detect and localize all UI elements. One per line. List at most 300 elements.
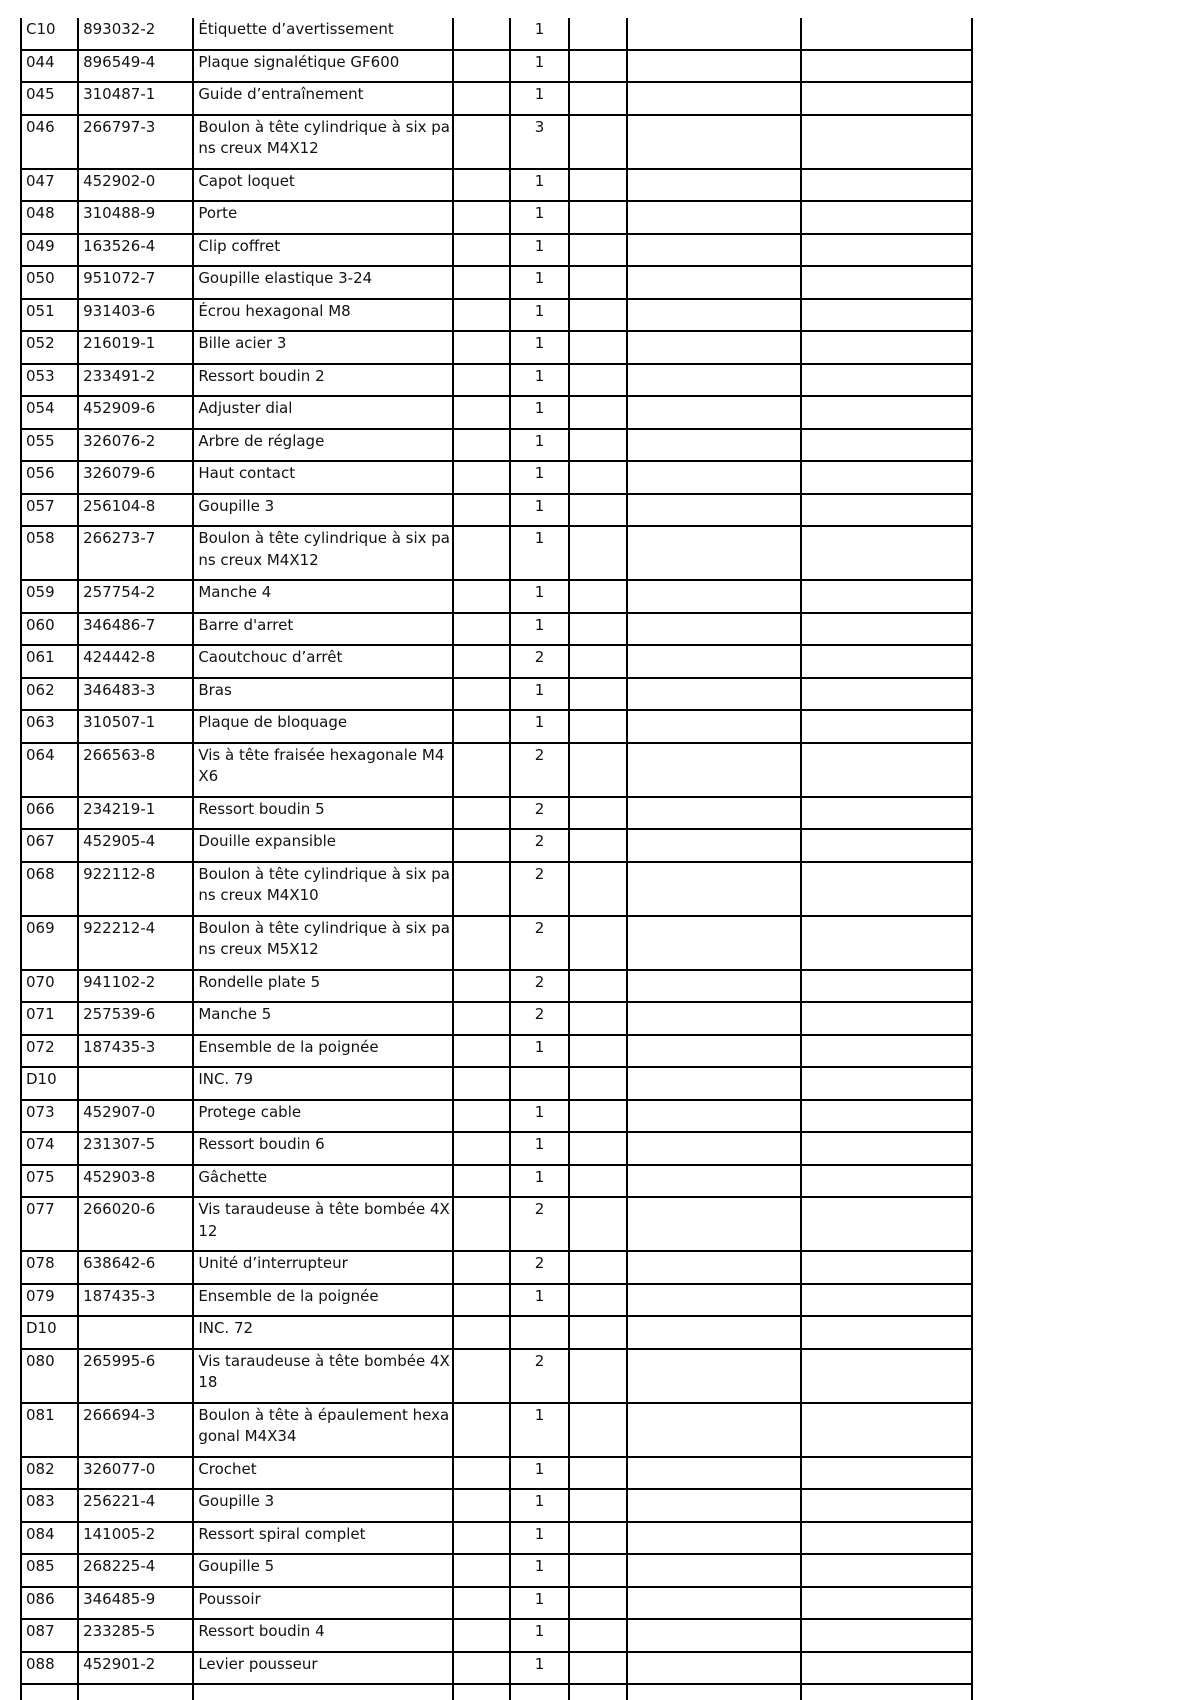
blank-cell xyxy=(569,862,627,916)
table-row xyxy=(21,50,972,83)
blank-cell xyxy=(627,1197,800,1251)
item-number-cell: 078 xyxy=(21,1251,78,1284)
description-cell xyxy=(193,299,453,332)
blank-cell xyxy=(801,201,972,234)
blank-cell xyxy=(569,526,627,580)
quantity-cell: 2 xyxy=(510,970,569,1003)
description-cell xyxy=(193,1316,453,1349)
table-row xyxy=(21,1522,972,1555)
blank-cell xyxy=(453,1684,510,1700)
part-number-cell: 310488-9 xyxy=(78,201,193,234)
part-number-cell: 452901-2 xyxy=(78,1652,193,1685)
description-text: Ensemble de la poignée xyxy=(198,1037,379,1056)
table-row xyxy=(21,234,972,267)
table-row xyxy=(21,710,972,743)
quantity-cell: 1 xyxy=(510,429,569,462)
blank-cell xyxy=(453,1522,510,1555)
blank-cell xyxy=(569,1067,627,1100)
blank-cell xyxy=(569,201,627,234)
table-row xyxy=(21,201,972,234)
description-cell xyxy=(193,1165,453,1198)
blank-cell xyxy=(627,1349,800,1403)
part-number-cell: 216019-1 xyxy=(78,331,193,364)
description-text: Douille expansible xyxy=(198,832,337,850)
blank-cell xyxy=(801,1197,972,1251)
blank-cell xyxy=(627,461,800,494)
item-number-cell: 066 xyxy=(21,797,78,830)
description-cell xyxy=(193,234,453,267)
blank-cell xyxy=(453,797,510,830)
blank-cell xyxy=(627,1619,800,1652)
part-number-cell: 256104-8 xyxy=(78,494,193,527)
blank-cell xyxy=(627,331,800,364)
blank-cell xyxy=(569,396,627,429)
quantity-cell: 2 xyxy=(510,797,569,830)
item-number-cell: 051 xyxy=(21,299,78,332)
blank-cell xyxy=(569,331,627,364)
part-number-cell: 922112-8 xyxy=(78,862,193,916)
blank-cell xyxy=(569,1587,627,1620)
item-number-cell: 081 xyxy=(21,1403,78,1457)
part-number-cell: 266694-3 xyxy=(78,1403,193,1457)
description-text: Manche 4 xyxy=(198,583,272,601)
quantity-cell: 1 xyxy=(510,1457,569,1490)
description-cell xyxy=(193,1349,453,1403)
table-row xyxy=(21,429,972,462)
item-number-cell: 057 xyxy=(21,494,78,527)
description-text: Barre d'arret xyxy=(198,615,294,634)
description-cell xyxy=(193,1457,453,1490)
quantity-cell: 1 xyxy=(510,1403,569,1457)
blank-cell xyxy=(569,1522,627,1555)
description-text: Boulon à tête à épaulement hexagonal M4X34 xyxy=(198,1405,450,1445)
description-text: INC. 79 xyxy=(198,1070,254,1088)
blank-cell xyxy=(801,678,972,711)
quantity-cell: 2 xyxy=(510,1251,569,1284)
blank-cell xyxy=(801,1403,972,1457)
quantity-cell: 1 xyxy=(510,1652,569,1685)
blank-cell xyxy=(801,494,972,527)
description-text: Bille acier 3 xyxy=(198,334,287,352)
blank-cell xyxy=(453,1002,510,1035)
blank-cell xyxy=(453,580,510,613)
blank-cell xyxy=(569,1652,627,1685)
description-text: Ressort boudin 2 xyxy=(198,366,325,385)
table-row xyxy=(21,82,972,115)
quantity-cell: 1 xyxy=(510,461,569,494)
blank-cell xyxy=(569,1349,627,1403)
table-row xyxy=(21,797,972,830)
table-row xyxy=(21,299,972,332)
description-text: Goupille 3 xyxy=(198,1492,275,1510)
blank-cell xyxy=(627,710,800,743)
blank-cell xyxy=(627,829,800,862)
blank-cell xyxy=(569,678,627,711)
item-number-cell: 053 xyxy=(21,364,78,397)
blank-cell xyxy=(453,396,510,429)
blank-cell xyxy=(627,82,800,115)
table-row xyxy=(21,1457,972,1490)
table-row xyxy=(21,1132,972,1165)
table-row xyxy=(21,1489,972,1522)
blank-cell xyxy=(453,82,510,115)
description-cell xyxy=(193,613,453,646)
blank-cell xyxy=(78,1684,193,1700)
table-row xyxy=(21,1652,972,1685)
blank-cell xyxy=(627,266,800,299)
table-row xyxy=(21,1002,972,1035)
quantity-cell: 1 xyxy=(510,234,569,267)
parts-table-body xyxy=(21,18,972,1700)
description-cell xyxy=(193,1489,453,1522)
blank-cell xyxy=(453,201,510,234)
blank-cell xyxy=(627,1100,800,1133)
item-number-cell: 064 xyxy=(21,743,78,797)
item-number-cell: 077 xyxy=(21,1197,78,1251)
blank-cell xyxy=(627,1165,800,1198)
description-cell xyxy=(193,526,453,580)
blank-cell xyxy=(569,1489,627,1522)
description-text: Ensemble de la poignée xyxy=(198,1286,379,1305)
blank-cell xyxy=(453,970,510,1003)
table-row xyxy=(21,645,972,678)
blank-cell xyxy=(627,494,800,527)
table-row xyxy=(21,1403,972,1457)
table-row xyxy=(21,396,972,429)
item-number-cell: 071 xyxy=(21,1002,78,1035)
quantity-cell: 1 xyxy=(510,396,569,429)
part-number-cell: 233491-2 xyxy=(78,364,193,397)
part-number-cell: 326077-0 xyxy=(78,1457,193,1490)
blank-cell xyxy=(801,396,972,429)
blank-cell xyxy=(801,1522,972,1555)
item-number-cell: 060 xyxy=(21,613,78,646)
blank-cell xyxy=(453,1619,510,1652)
blank-cell xyxy=(627,645,800,678)
item-number-cell: 068 xyxy=(21,862,78,916)
blank-cell xyxy=(801,916,972,970)
table-row xyxy=(21,1316,972,1349)
table-row xyxy=(21,613,972,646)
description-cell xyxy=(193,461,453,494)
table-row xyxy=(21,526,972,580)
description-text: Boulon à tête cylindrique à six pans creux M4X12 xyxy=(198,117,451,157)
blank-cell xyxy=(569,1035,627,1068)
quantity-cell: 2 xyxy=(510,743,569,797)
description-text: Boulon à tête cylindrique à six pans creux M4X10 xyxy=(198,864,451,904)
blank-cell xyxy=(453,1100,510,1133)
part-number-cell: 452902-0 xyxy=(78,169,193,202)
quantity-cell: 2 xyxy=(510,1002,569,1035)
description-cell xyxy=(193,169,453,202)
blank-cell xyxy=(453,1132,510,1165)
blank-cell xyxy=(569,710,627,743)
description-cell xyxy=(193,645,453,678)
parts-table xyxy=(20,18,973,1700)
item-number-cell: C10 xyxy=(21,18,78,50)
item-number-cell: 056 xyxy=(21,461,78,494)
blank-cell xyxy=(627,1652,800,1685)
table-row xyxy=(21,1349,972,1403)
description-cell xyxy=(193,429,453,462)
part-number-cell: 257754-2 xyxy=(78,580,193,613)
table-row xyxy=(21,1619,972,1652)
description-text: Clip coffret xyxy=(198,236,281,255)
part-number-cell: 257539-6 xyxy=(78,1002,193,1035)
blank-cell xyxy=(801,1284,972,1317)
blank-cell xyxy=(627,169,800,202)
quantity-cell: 1 xyxy=(510,1522,569,1555)
blank-cell xyxy=(453,299,510,332)
description-text: Protege cable xyxy=(198,1102,302,1121)
part-number-cell: 266273-7 xyxy=(78,526,193,580)
blank-cell xyxy=(627,1132,800,1165)
blank-cell xyxy=(569,115,627,169)
description-text: Levier pousseur xyxy=(198,1654,318,1673)
description-cell xyxy=(193,1522,453,1555)
quantity-cell xyxy=(510,1067,569,1100)
blank-cell xyxy=(801,1587,972,1620)
description-cell xyxy=(193,266,453,299)
blank-cell xyxy=(801,299,972,332)
blank-cell xyxy=(453,1349,510,1403)
table-row xyxy=(21,1197,972,1251)
description-cell xyxy=(193,797,453,830)
item-number-cell: 054 xyxy=(21,396,78,429)
item-number-cell: 070 xyxy=(21,970,78,1003)
blank-cell xyxy=(193,1684,453,1700)
item-number-cell: 055 xyxy=(21,429,78,462)
item-number-cell: 049 xyxy=(21,234,78,267)
part-number-cell: 931403-6 xyxy=(78,299,193,332)
table-row xyxy=(21,18,972,50)
blank-cell xyxy=(801,970,972,1003)
blank-cell xyxy=(569,580,627,613)
item-number-cell: 044 xyxy=(21,50,78,83)
part-number-cell: 452909-6 xyxy=(78,396,193,429)
description-cell xyxy=(193,50,453,83)
blank-cell xyxy=(801,266,972,299)
blank-cell xyxy=(453,1197,510,1251)
quantity-cell: 1 xyxy=(510,364,569,397)
quantity-cell: 1 xyxy=(510,1284,569,1317)
description-text: Bras xyxy=(198,680,232,699)
blank-cell xyxy=(569,970,627,1003)
blank-cell xyxy=(627,201,800,234)
description-cell xyxy=(193,916,453,970)
quantity-cell: 1 xyxy=(510,1587,569,1620)
table-row xyxy=(21,1035,972,1068)
blank-cell xyxy=(801,580,972,613)
description-cell xyxy=(193,710,453,743)
blank-cell xyxy=(453,916,510,970)
blank-cell xyxy=(569,613,627,646)
item-number-cell: 073 xyxy=(21,1100,78,1133)
quantity-cell xyxy=(510,1316,569,1349)
description-text: INC. 72 xyxy=(198,1319,254,1337)
blank-cell xyxy=(627,429,800,462)
blank-cell xyxy=(801,1684,972,1700)
blank-cell xyxy=(453,50,510,83)
description-cell xyxy=(193,580,453,613)
blank-cell xyxy=(453,266,510,299)
blank-cell xyxy=(569,1132,627,1165)
blank-cell xyxy=(627,1251,800,1284)
description-cell xyxy=(193,829,453,862)
parts-list-sheet xyxy=(20,18,973,1700)
table-row xyxy=(21,461,972,494)
item-number-cell: 058 xyxy=(21,526,78,580)
part-number-cell xyxy=(78,1316,193,1349)
part-number-cell: 266563-8 xyxy=(78,743,193,797)
item-number-cell: D10 xyxy=(21,1316,78,1349)
part-number-cell: 452907-0 xyxy=(78,1100,193,1133)
blank-cell xyxy=(453,678,510,711)
item-number-cell: 080 xyxy=(21,1349,78,1403)
description-text: Goupille 5 xyxy=(198,1557,275,1575)
table-row xyxy=(21,1587,972,1620)
part-number-cell: 896549-4 xyxy=(78,50,193,83)
quantity-cell: 1 xyxy=(510,580,569,613)
description-cell xyxy=(193,1619,453,1652)
quantity-cell: 1 xyxy=(510,1554,569,1587)
part-number-cell: 346483-3 xyxy=(78,678,193,711)
description-text: Arbre de réglage xyxy=(198,431,325,450)
blank-cell xyxy=(569,1165,627,1198)
blank-cell xyxy=(453,1316,510,1349)
item-number-cell: 075 xyxy=(21,1165,78,1198)
description-text: Boulon à tête cylindrique à six pans creux M4X12 xyxy=(198,529,451,569)
blank-cell xyxy=(801,645,972,678)
description-cell xyxy=(193,1035,453,1068)
blank-cell xyxy=(801,829,972,862)
quantity-cell: 1 xyxy=(510,526,569,580)
blank-cell xyxy=(627,526,800,580)
blank-cell xyxy=(801,1067,972,1100)
blank-cell xyxy=(801,526,972,580)
blank-cell xyxy=(801,1100,972,1133)
description-text: Goupille 3 xyxy=(198,496,275,515)
blank-cell xyxy=(627,1002,800,1035)
blank-cell xyxy=(801,331,972,364)
blank-cell xyxy=(453,645,510,678)
item-number-cell: 062 xyxy=(21,678,78,711)
table-row xyxy=(21,1251,972,1284)
blank-cell xyxy=(569,797,627,830)
blank-cell xyxy=(453,169,510,202)
description-cell xyxy=(193,364,453,397)
description-cell xyxy=(193,1067,453,1100)
blank-cell xyxy=(569,364,627,397)
blank-cell xyxy=(569,1002,627,1035)
table-row xyxy=(21,829,972,862)
quantity-cell: 1 xyxy=(510,331,569,364)
blank-cell xyxy=(569,429,627,462)
description-text: Rondelle plate 5 xyxy=(198,972,321,991)
description-cell xyxy=(193,331,453,364)
blank-cell xyxy=(569,1284,627,1317)
item-number-cell: 047 xyxy=(21,169,78,202)
blank-cell xyxy=(569,50,627,83)
part-number-cell: 163526-4 xyxy=(78,234,193,267)
part-number-cell: 266020-6 xyxy=(78,1197,193,1251)
blank-cell xyxy=(569,1619,627,1652)
part-number-cell: 187435-3 xyxy=(78,1284,193,1317)
blank-cell xyxy=(627,613,800,646)
table-row xyxy=(21,970,972,1003)
description-text: Ressort spiral complet xyxy=(198,1524,366,1543)
part-number-cell: 922212-4 xyxy=(78,916,193,970)
blank-cell xyxy=(627,862,800,916)
description-cell xyxy=(193,18,453,50)
description-text: Plaque signalétique GF600 xyxy=(198,52,400,71)
description-text: Caoutchouc d’arrêt xyxy=(198,648,343,666)
quantity-cell: 2 xyxy=(510,862,569,916)
item-number-cell: 052 xyxy=(21,331,78,364)
table-row xyxy=(21,862,972,916)
blank-cell xyxy=(569,916,627,970)
part-number-cell: 234219-1 xyxy=(78,797,193,830)
description-text: Ressort boudin 6 xyxy=(198,1135,325,1153)
part-number-cell: 452905-4 xyxy=(78,829,193,862)
description-text: Boulon à tête cylindrique à six pans creux M5X12 xyxy=(198,918,451,958)
part-number-cell: 941102-2 xyxy=(78,970,193,1003)
table-row xyxy=(21,678,972,711)
description-cell xyxy=(193,494,453,527)
blank-cell xyxy=(801,1457,972,1490)
blank-cell xyxy=(569,1100,627,1133)
description-text: Étiquette d’avertissement xyxy=(198,20,394,38)
blank-cell xyxy=(627,115,800,169)
blank-cell xyxy=(453,743,510,797)
blank-cell xyxy=(801,743,972,797)
blank-cell xyxy=(453,829,510,862)
blank-cell xyxy=(453,1554,510,1587)
quantity-cell: 1 xyxy=(510,50,569,83)
blank-cell xyxy=(569,1684,627,1700)
continuation-row xyxy=(21,1684,972,1700)
blank-cell xyxy=(627,1489,800,1522)
description-cell xyxy=(193,1403,453,1457)
blank-cell xyxy=(801,797,972,830)
blank-cell xyxy=(453,862,510,916)
part-number-cell: 231307-5 xyxy=(78,1132,193,1165)
description-text: Plaque de bloquage xyxy=(198,713,348,731)
table-row xyxy=(21,364,972,397)
description-cell xyxy=(193,1197,453,1251)
quantity-cell: 1 xyxy=(510,201,569,234)
blank-cell xyxy=(627,743,800,797)
quantity-cell: 1 xyxy=(510,1489,569,1522)
blank-cell xyxy=(569,494,627,527)
description-text: Vis à tête fraisée hexagonale M4X6 xyxy=(198,745,445,785)
part-number-cell xyxy=(78,1067,193,1100)
item-number-cell: 087 xyxy=(21,1619,78,1652)
blank-cell xyxy=(569,266,627,299)
description-cell xyxy=(193,862,453,916)
table-row xyxy=(21,743,972,797)
blank-cell xyxy=(569,461,627,494)
table-row xyxy=(21,1284,972,1317)
blank-cell xyxy=(801,18,972,50)
part-number-cell: 266797-3 xyxy=(78,115,193,169)
item-number-cell: D10 xyxy=(21,1067,78,1100)
blank-cell xyxy=(801,1489,972,1522)
blank-cell xyxy=(453,18,510,50)
description-text: Gâchette xyxy=(198,1167,268,1186)
blank-cell xyxy=(453,710,510,743)
blank-cell xyxy=(801,613,972,646)
